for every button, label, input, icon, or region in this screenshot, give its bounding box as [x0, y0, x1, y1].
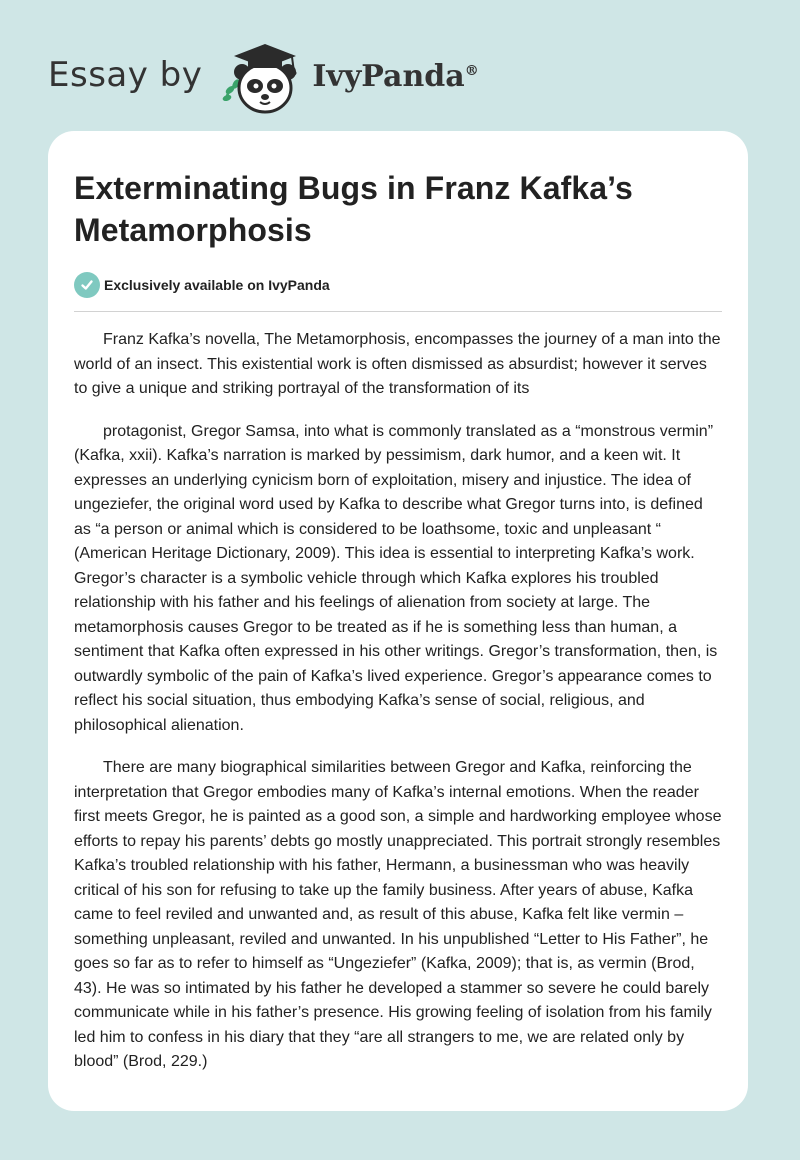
exclusive-badge	[74, 271, 722, 299]
paragraph: Franz Kafka’s novella, The Metamorphosis, encompasses the journey of a man into the world of an insect. This existential work is often dismissed as absurdist; however it serves to give a unique and striking portrayal of the transformation of its	[74, 331, 721, 397]
site-header	[48, 38, 479, 118]
check-icon	[74, 272, 100, 298]
divider	[74, 311, 722, 312]
panda-logo-icon[interactable]	[216, 40, 308, 116]
paragraph: There are many biographical similarities between Gregor and Kafka, reinforcing the interpretation that Gregor embodies many of Kafka’s internal emotions. When the reader first meets Gregor, he is painted as a good son, a simple and hardworking employee whose efforts to repay his parents’ debts go mostly unappreciated. This portrait strongly resembles Kafka’s troubled relationship with his father, Hermann, a businessman who was heavily critical of his son for refusing to take up the family business. After years of abuse, Kafka came to feel reviled and unwanted and, as result of this abuse, Kafka felt like vermin – something unpleasant, reviled and unwanted. In his unpublished “Letter to His Father”, he goes so far as to refer to himself as “Ungeziefer” (Kafka, 2009); that is, as vermin (Brod, 43). He was so intimated by his father he developed a stammer so severe he could barely communicate while in his father’s presence. His growing feeling of isolation from his family led him to confess in his diary that they “are all strangers to me, we are related only by blood” (Brod, 229.)	[74, 759, 722, 1070]
essay-card	[48, 131, 748, 1111]
exclusive-text: Exclusively available on IvyPanda	[104, 277, 330, 293]
essay-by-label: Essay by	[48, 55, 203, 95]
paragraph: protagonist, Gregor Samsa, into what is commonly translated as a “monstrous vermin” (Kafka, xxii). Kafka’s narration is marked by pessimism, dark humor, and a keen wit. It expresses an underlying cynicism born of exploitation, misery and injustice. The idea of ungeziefer, the original word used by Kafka to describe what Gregor turns into, is defined as “a person or animal which is considered to be loathsome, toxic and unpleasant “ (American Heritage Dictionary, 2009). This idea is essential to interpreting Kafka’s work. Gregor’s character is a symbolic vehicle through which Kafka explores his troubled relationship with his father and his feelings of alienation from society at large. The metamorphosis causes Gregor to be treated as if he is something less than human, a sentiment that Kafka often expressed in his other writings. Gregor’s transformation, then, is outwardly symbolic of the pain of Kafka’s lived experience. Gregor’s appearance comes to reflect his social situation, thus embodying Kafka’s sense of social, religious, and philosophical alienation.	[74, 422, 718, 734]
registered-mark: ®	[464, 62, 479, 79]
essay-body	[74, 328, 722, 1075]
essay-title: Exterminating Bugs in Franz Kafka’s Metamorphosis	[74, 170, 633, 248]
brand-name[interactable]	[312, 59, 478, 94]
brand-text: IvyPanda	[312, 58, 465, 94]
